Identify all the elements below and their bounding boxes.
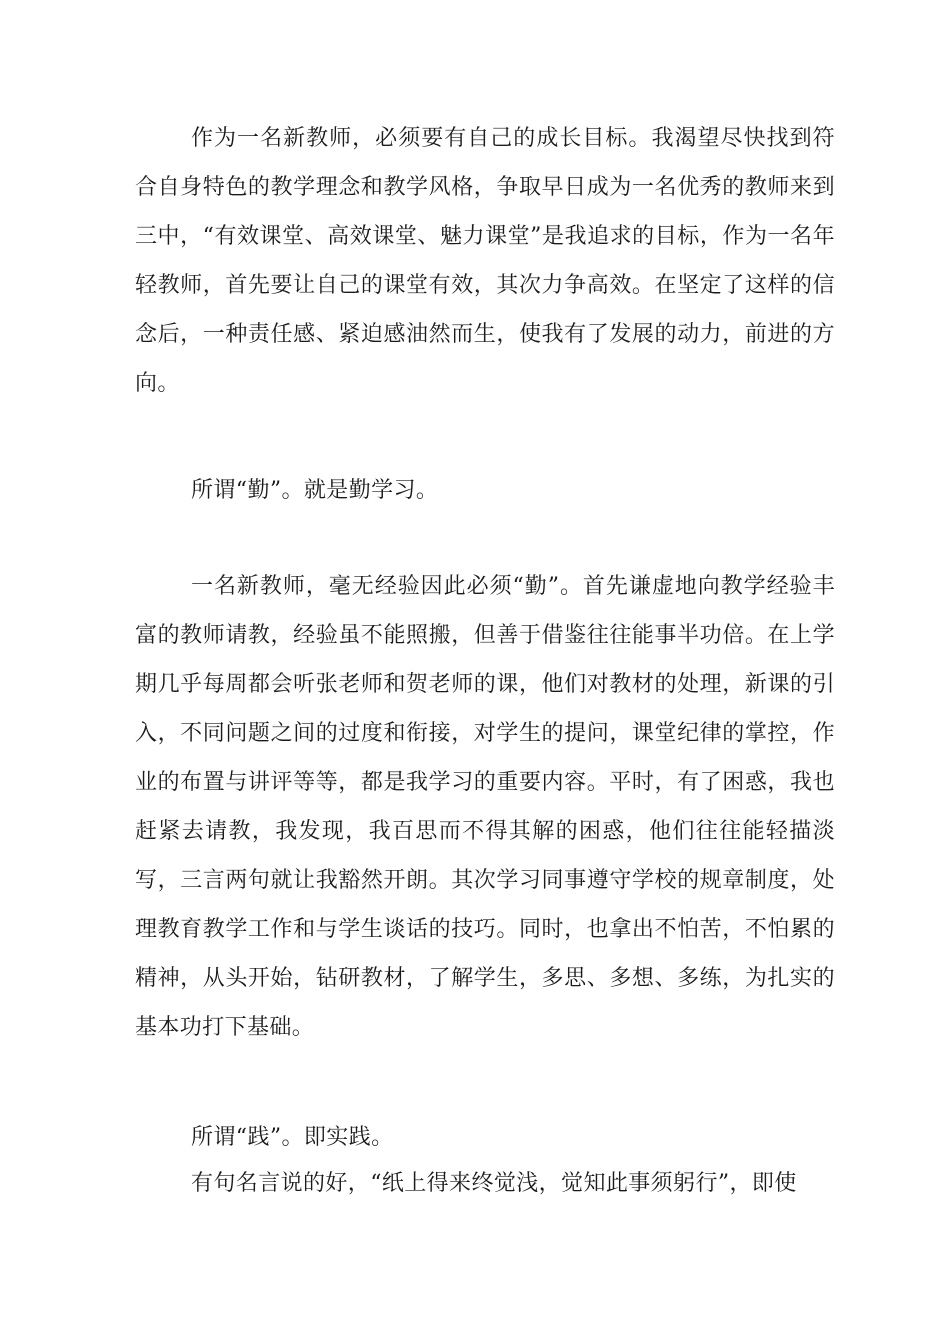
paragraph-diligence-body: 一名新教师，毫无经验因此必须“勤”。首先谦虚地向教学经验丰富的教师请教，经验虽不能照搬，但善于借鉴往往能事半功倍。在上学期几乎每周都会听张老师和贺老师的课，他们对教材的处理，新课的引入，不同问题之间的过度和衔接，对学生的提问，课堂纪律的掌控，作业的布置与讲评等等，都是我学习的重要内容。平时，有了困惑，我也赶紧去请教，我发现，我百思而不得其解的困惑，他们往往能轻描淡写，三言两句就让我豁然开朗。其次学习同事遵守学校的规章制度，处理教育教学工作和与学生谈话的技巧。同时，也拿出不怕苦，不怕累的精神，从头开始，钻研教材，了解学生，多思、多想、多练，为扎实的基本功打下基础。 — [135, 574, 835, 1040]
paragraph-practice-heading: 所谓“践”。即实践。 — [191, 1125, 394, 1150]
paragraph-diligence-heading: 所谓“勤”。就是勤学习。 — [191, 478, 439, 503]
paragraph-practice-body: 有句名言说的好，“纸上得来终觉浅，觉知此事须躬行”，即使 — [191, 1171, 797, 1196]
paragraph-growth-goal: 作为一名新教师，必须要有自己的成长目标。我渴望尽快找到符合自身特色的教学理念和教学风格，争取早日成为一名优秀的教师来到三中，“有效课堂、高效课堂、魅力课堂”是我追求的目标，作为一名年轻教师，首先要让自己的课堂有效，其次力争高效。在坚定了这样的信念后，一种责任感、紧迫感油然而生，使我有了发展的动力，前进的方向。 — [135, 126, 835, 396]
